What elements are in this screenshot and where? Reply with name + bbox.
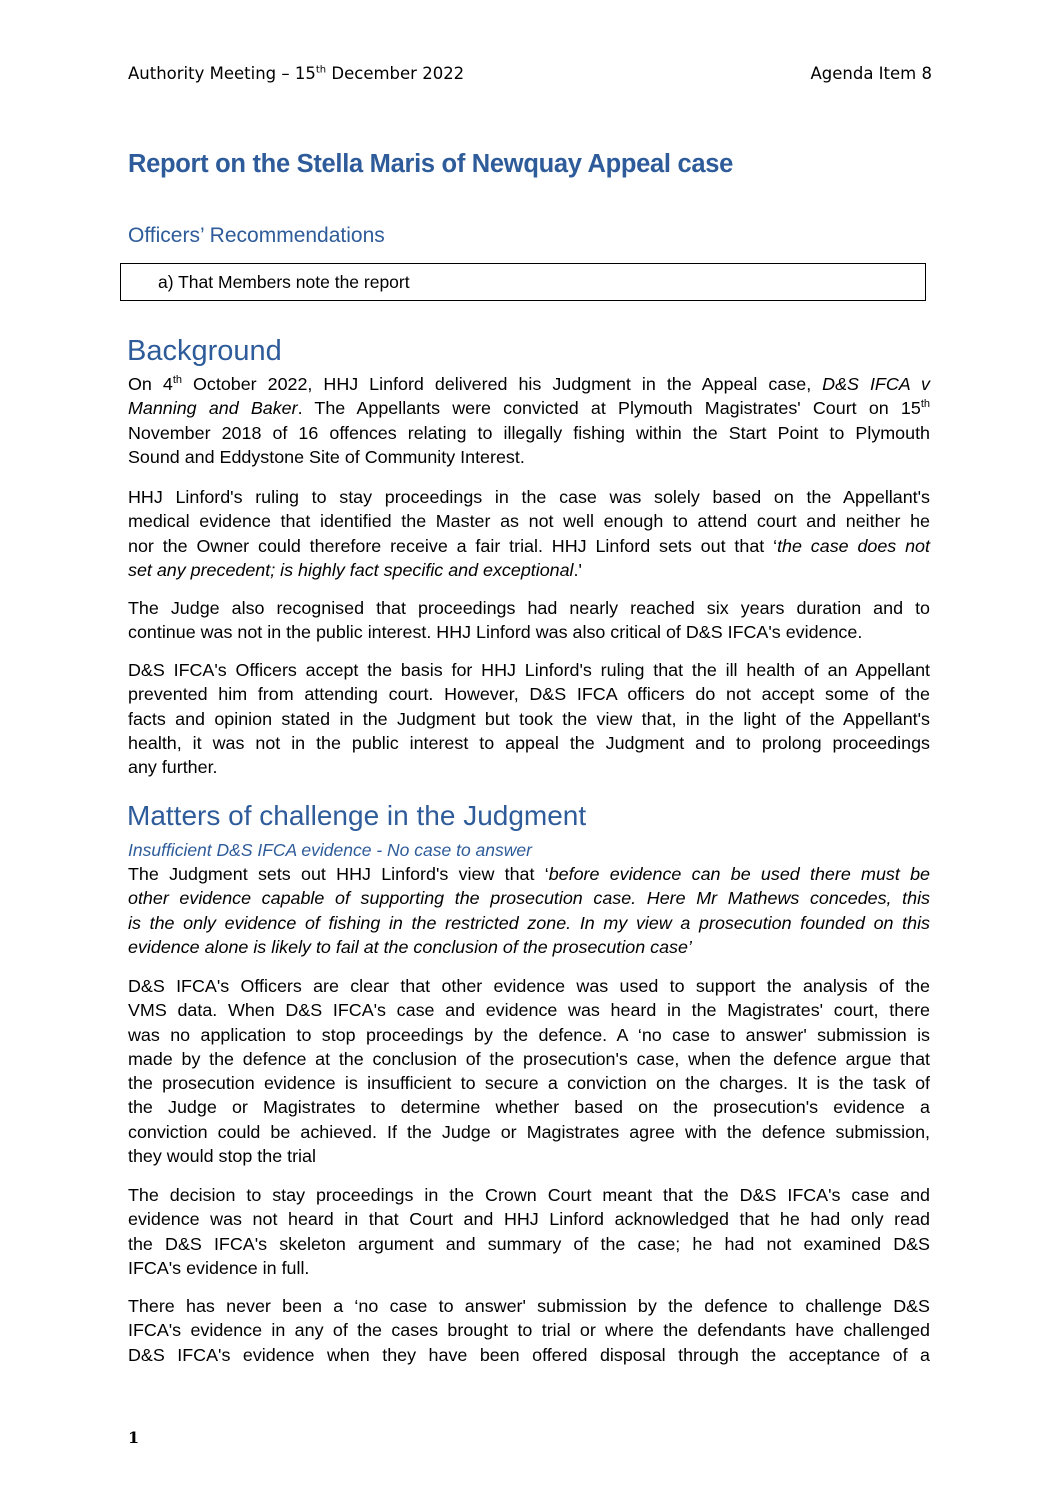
challenge-paragraph-1: The Judgment sets out HHJ Linford's view that ‘before evidence can be used there must be other evidence capable of supporting the prosecution case. Here Mr Mathews concedes, this is the only evidence of fishing in the restricted zone. In my view a prosecution founded on this evidence alone is likely to fail at the conclusion of the prosecution case’ (128, 864, 930, 957)
background-paragraph-1: On 4th October 2022, HHJ Linford delivered his Judgment in the Appeal case, D&S IFCA v Manning and Baker. The Appellants were convicted at Plymouth Magistrates' Court on 15th November 2018 of 16 offences relating to illegally fishing within the Start Point to Plymouth Sound and Eddystone Site of Community Interest. (128, 374, 930, 467)
recommendations-heading: Officers’ Recommendations (128, 224, 385, 247)
background-heading: Background (127, 335, 282, 367)
background-paragraph-2: HHJ Linford's ruling to stay proceedings in the case was solely based on the Appellant's medical evidence that identified the Master as not well enough to attend court and neither he nor the Owner could therefore receive a fair trial. HHJ Linford sets out that ‘the case does not set any precedent; is highly fact specific and exceptional.' (128, 487, 930, 580)
header-meeting-date: Authority Meeting – 15th December 2022 (128, 64, 465, 83)
header-agenda-item: Agenda Item 8 (810, 64, 932, 83)
challenge-paragraph-4: There has never been a ‘no case to answer' submission by the defence to challenge D&S IFCA's evidence in any of the cases brought to trial or where the defendants have challenged D&S IFCA's evidence when they have been offered disposal through the acceptance of a (128, 1296, 930, 1365)
challenge-paragraph-2: D&S IFCA's Officers are clear that other evidence was used to support the analysis of the VMS data. When D&S IFCA's case and evidence was heard in the Magistrates' court, there was no application to stop proceedings by the defence. A ‘no case to answer' submission is made by the defence at the conclusion of the prosecution's case, when the defence argue that the prosecution evidence is insufficient to secure a conviction on the charges. It is the task of the Judge or Magistrates to determine whether based on the prosecution's evidence a conviction could be achieved. If the Judge or Magistrates agree with the defence submission, they would stop the trial (128, 976, 930, 1167)
recommendation-item: a) That Members note the report (158, 272, 410, 292)
challenge-subheading: Insufficient D&S IFCA evidence - No case to answer (128, 840, 532, 860)
background-paragraph-4: D&S IFCA's Officers accept the basis for HHJ Linford's ruling that the ill health of an Appellant prevented him from attending court. However, D&S IFCA officers do not accept some of the facts and opinion stated in the Judgment but took the view that, in the light of the Appellant's health, it was not in the public interest to appeal the Judgment and to prolong proceedings any further. (128, 660, 930, 778)
page-number: 1 (128, 1428, 140, 1447)
recommendations-box (120, 263, 926, 301)
report-title: Report on the Stella Maris of Newquay Appeal case (128, 150, 734, 178)
challenge-paragraph-3: The decision to stay proceedings in the Crown Court meant that the D&S IFCA's case and evidence was not heard in that Court and HHJ Linford acknowledged that he had only read the D&S IFCA's skeleton argument and summary of the case; he had not examined D&S IFCA's evidence in full. (128, 1185, 930, 1278)
challenge-heading: Matters of challenge in the Judgment (127, 800, 587, 831)
background-paragraph-3: The Judge also recognised that proceedings had nearly reached six years duration and to continue was not in the public interest. HHJ Linford was also critical of D&S IFCA's evidence. (128, 598, 930, 643)
